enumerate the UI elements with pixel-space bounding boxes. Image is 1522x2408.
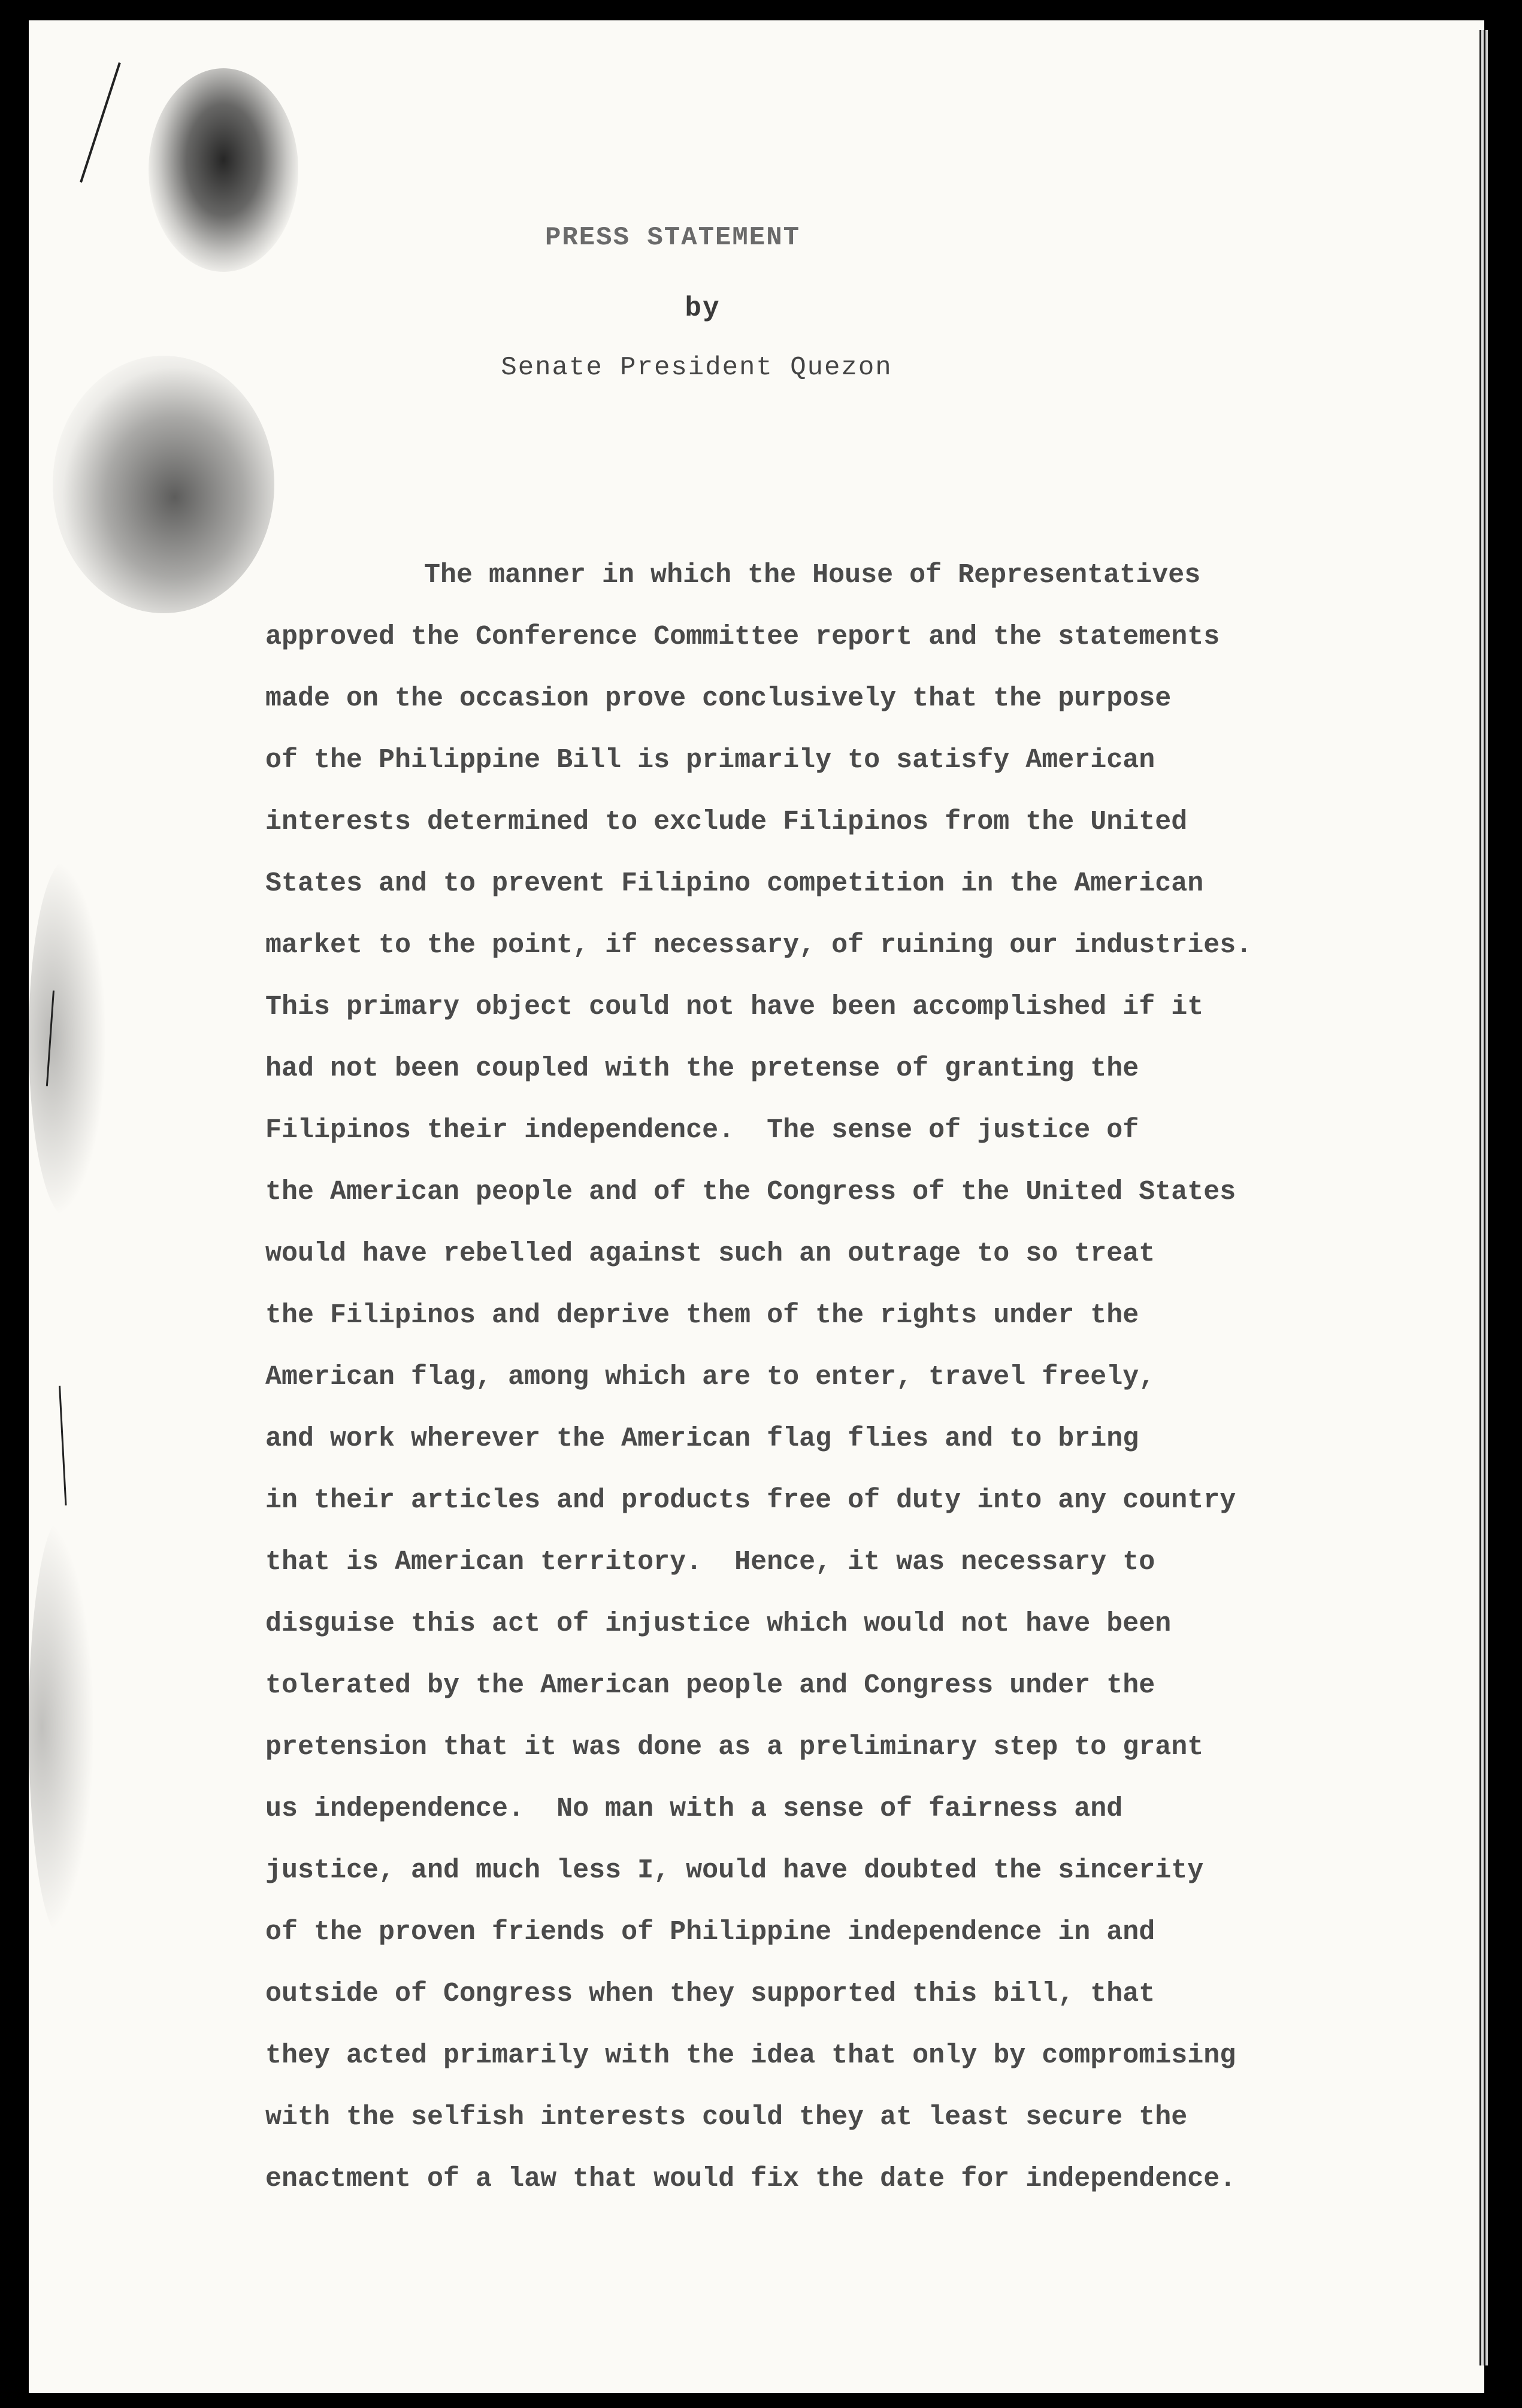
document-title: PRESS STATEMENT xyxy=(544,223,801,253)
edge-shadow xyxy=(29,859,107,1218)
edge-shadow xyxy=(29,1518,95,1937)
text-line: enactment of a law that would fix the date for independence. xyxy=(265,2164,1236,2194)
ink-stain xyxy=(53,356,274,613)
scratch-mark xyxy=(80,62,121,183)
text-line: interests determined to exclude Filipinos from the United xyxy=(265,807,1188,837)
text-line: the American people and of the Congress of the United States xyxy=(265,1177,1236,1207)
text-line: approved the Conference Committee report and the statements xyxy=(265,622,1220,652)
scratch-mark xyxy=(59,1386,66,1506)
scratch-mark xyxy=(46,991,55,1086)
text-line: outside of Congress when they supported this bill, that xyxy=(265,1979,1155,2009)
text-line: tolerated by the American people and Congress under the xyxy=(265,1670,1155,1701)
statement-paragraph xyxy=(265,544,1433,2210)
text-line: justice, and much less I, would have doubted the sincerity xyxy=(265,1855,1204,1886)
byline-author: Senate President Quezon xyxy=(501,353,892,383)
text-line: American flag, among which are to enter, travel freely, xyxy=(265,1362,1155,1392)
text-line: market to the point, if necessary, of ruining our industries. xyxy=(265,930,1252,961)
text-line: This primary object could not have been accomplished if it xyxy=(265,992,1204,1022)
text-line: in their articles and products free of duty into any country xyxy=(265,1485,1236,1516)
text-line: disguise this act of injustice which would not have been xyxy=(265,1609,1172,1639)
text-line: of the proven friends of Philippine independence in and xyxy=(265,1917,1155,1947)
text-line: made on the occasion prove conclusively that the purpose xyxy=(265,683,1172,714)
text-line: the Filipinos and deprive them of the rights under the xyxy=(265,1300,1139,1331)
text-line: would have rebelled against such an outrage to so treat xyxy=(265,1238,1155,1269)
film-edge xyxy=(1479,30,1497,2365)
text-line: of the Philippine Bill is primarily to satisfy American xyxy=(265,745,1155,776)
text-line: with the selfish interests could they at least secure the xyxy=(265,2102,1188,2133)
text-line: Filipinos their independence. The sense of justice of xyxy=(265,1115,1139,1146)
text-line: The manner in which the House of Representatives xyxy=(424,560,1201,590)
byline-by: by xyxy=(685,293,721,324)
text-line: and work wherever the American flag flies and to bring xyxy=(265,1423,1139,1454)
text-line: pretension that it was done as a preliminary step to grant xyxy=(265,1732,1204,1762)
text-line: us independence. No man with a sense of fairness and xyxy=(265,1794,1123,1824)
text-line: States and to prevent Filipino competition in the American xyxy=(265,868,1204,899)
document-page xyxy=(29,20,1484,2393)
text-line: that is American territory. Hence, it was necessary to xyxy=(265,1547,1155,1577)
text-line: had not been coupled with the pretense of granting the xyxy=(265,1053,1139,1084)
text-line: they acted primarily with the idea that only by compromising xyxy=(265,2040,1236,2071)
